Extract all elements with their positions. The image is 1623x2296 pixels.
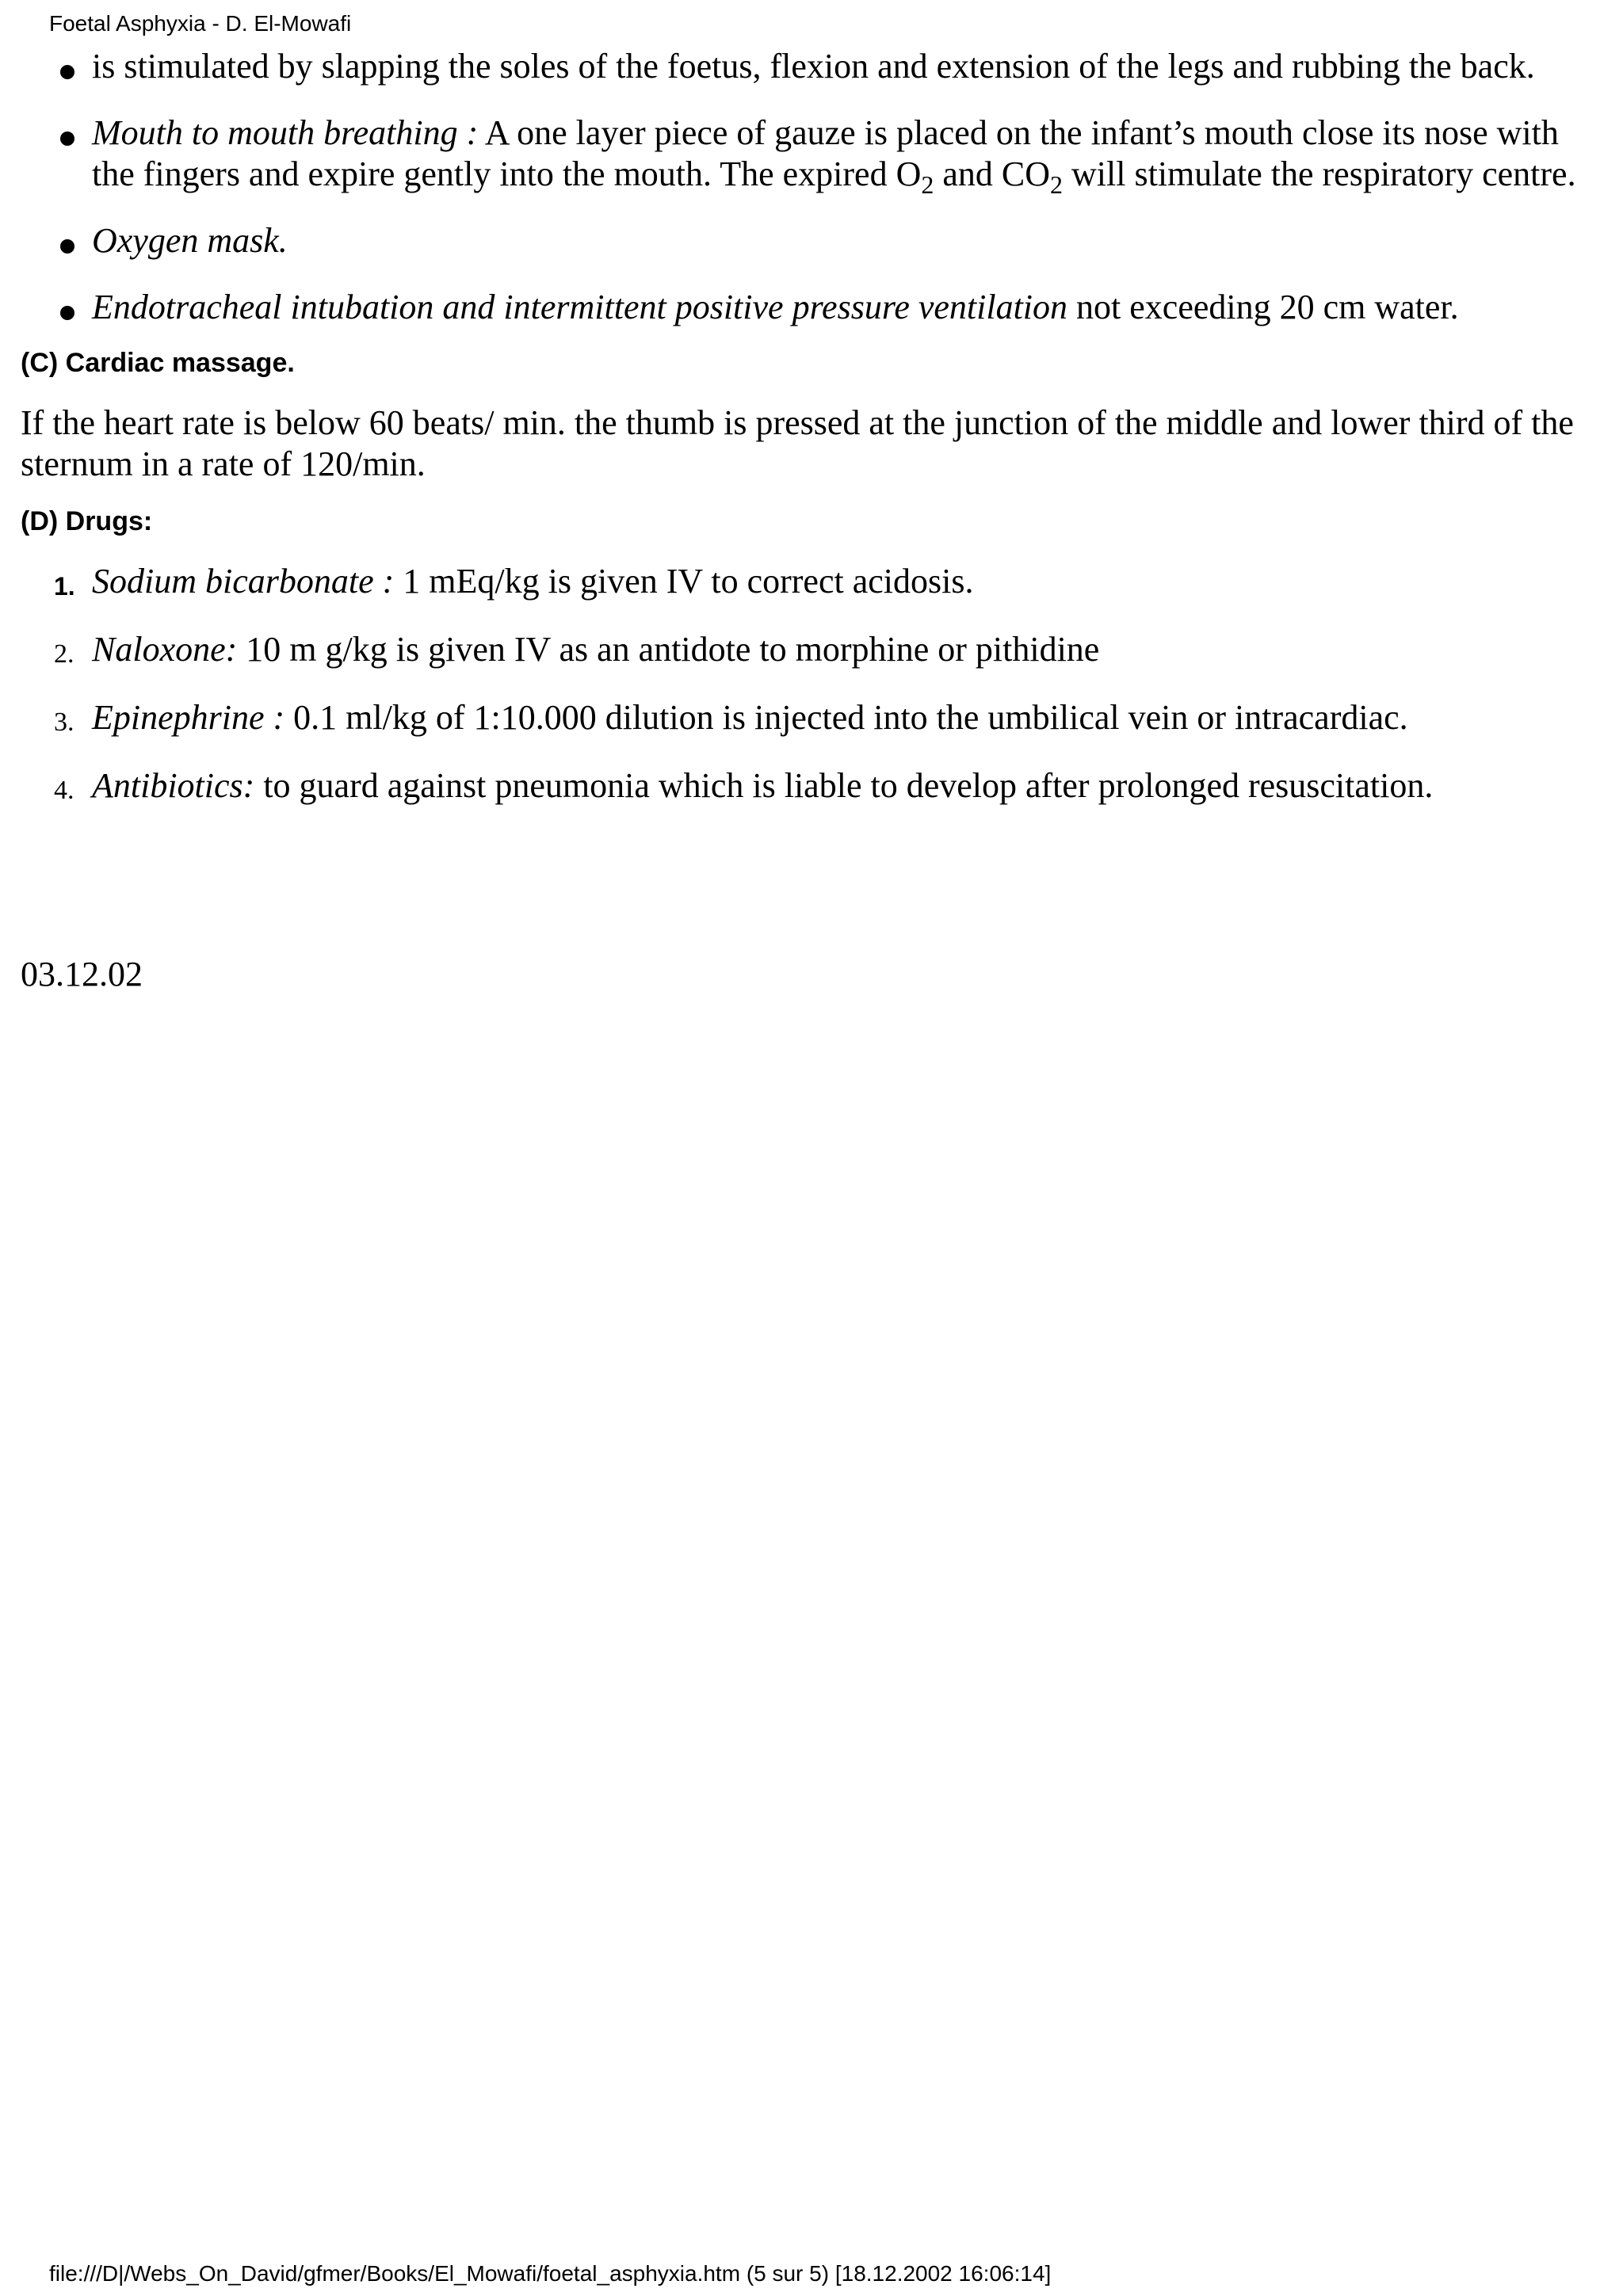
- bullet-label: Oxygen mask.: [92, 221, 288, 260]
- list-item: [21, 561, 1606, 602]
- subscript: 2: [1050, 170, 1064, 199]
- cardiac-massage-paragraph: If the heart rate is below 60 beats/ min. the thumb is pressed at the junction of the middle and lower third of the sternum in a rate of 120/min.: [21, 403, 1574, 483]
- drug-name: Naloxone:: [92, 630, 238, 669]
- bullet-text: not exceeding 20 cm water.: [1067, 288, 1459, 326]
- list-item: [21, 113, 1606, 199]
- list-number: 1.: [54, 572, 75, 601]
- resuscitation-bullet-list: [21, 46, 1606, 328]
- section-heading-drugs: (D) Drugs:: [21, 506, 153, 536]
- list-item: [21, 629, 1606, 670]
- bullet-text: and CO: [934, 154, 1051, 193]
- drugs-list: [21, 561, 1606, 807]
- drug-name: Antibiotics:: [92, 766, 255, 805]
- list-item: [21, 220, 1606, 261]
- drug-name: Epinephrine :: [92, 698, 285, 737]
- list-number: 4.: [54, 776, 74, 805]
- page-header: Foetal Asphyxia - D. El-Mowafi: [49, 11, 352, 36]
- page-footer: file:///D|/Webs_On_David/gfmer/Books/El_Mowafi/foetal_asphyxia.htm (5 sur 5) [18.12.2002 16:06:14]: [49, 2261, 1052, 2286]
- bullet-text: is stimulated by slapping the soles of the foetus, flexion and extension of the legs and rubbing the back.: [92, 47, 1535, 86]
- list-number: 2.: [54, 639, 74, 669]
- document-date: 03.12.02: [21, 955, 143, 994]
- bullet-label: Endotracheal intubation and intermittent positive pressure ventilation: [92, 288, 1068, 326]
- list-item: [21, 287, 1606, 328]
- list-item: [21, 765, 1606, 807]
- section-heading-cardiac-massage: (C) Cardiac massage.: [21, 348, 295, 378]
- bullet-label: Mouth to mouth breathing :: [92, 113, 479, 152]
- bullet-text: will stimulate the respiratory centre.: [1063, 154, 1576, 193]
- subscript: 2: [921, 170, 934, 199]
- list-item: [21, 46, 1606, 87]
- list-number: 3.: [54, 707, 74, 737]
- drug-text: to guard against pneumonia which is liable to develop after prolonged resuscitation.: [254, 766, 1434, 805]
- list-item: [21, 697, 1606, 738]
- drug-text: 0.1 ml/kg of 1:10.000 dilution is injected into the umbilical vein or intracardiac.: [285, 698, 1408, 737]
- drug-text: 1 mEq/kg is given IV to correct acidosis.: [394, 562, 974, 601]
- page-content: [21, 46, 1606, 995]
- drug-name: Sodium bicarbonate :: [92, 562, 395, 601]
- drug-text: 10 m g/kg is given IV as an antidote to morphine or pithidine: [237, 630, 1100, 669]
- bullet-text: A one layer piece of gauze is placed on the infant’s mouth close its nose with the fingers and expire gently into the mouth. The expired O: [92, 113, 1559, 193]
